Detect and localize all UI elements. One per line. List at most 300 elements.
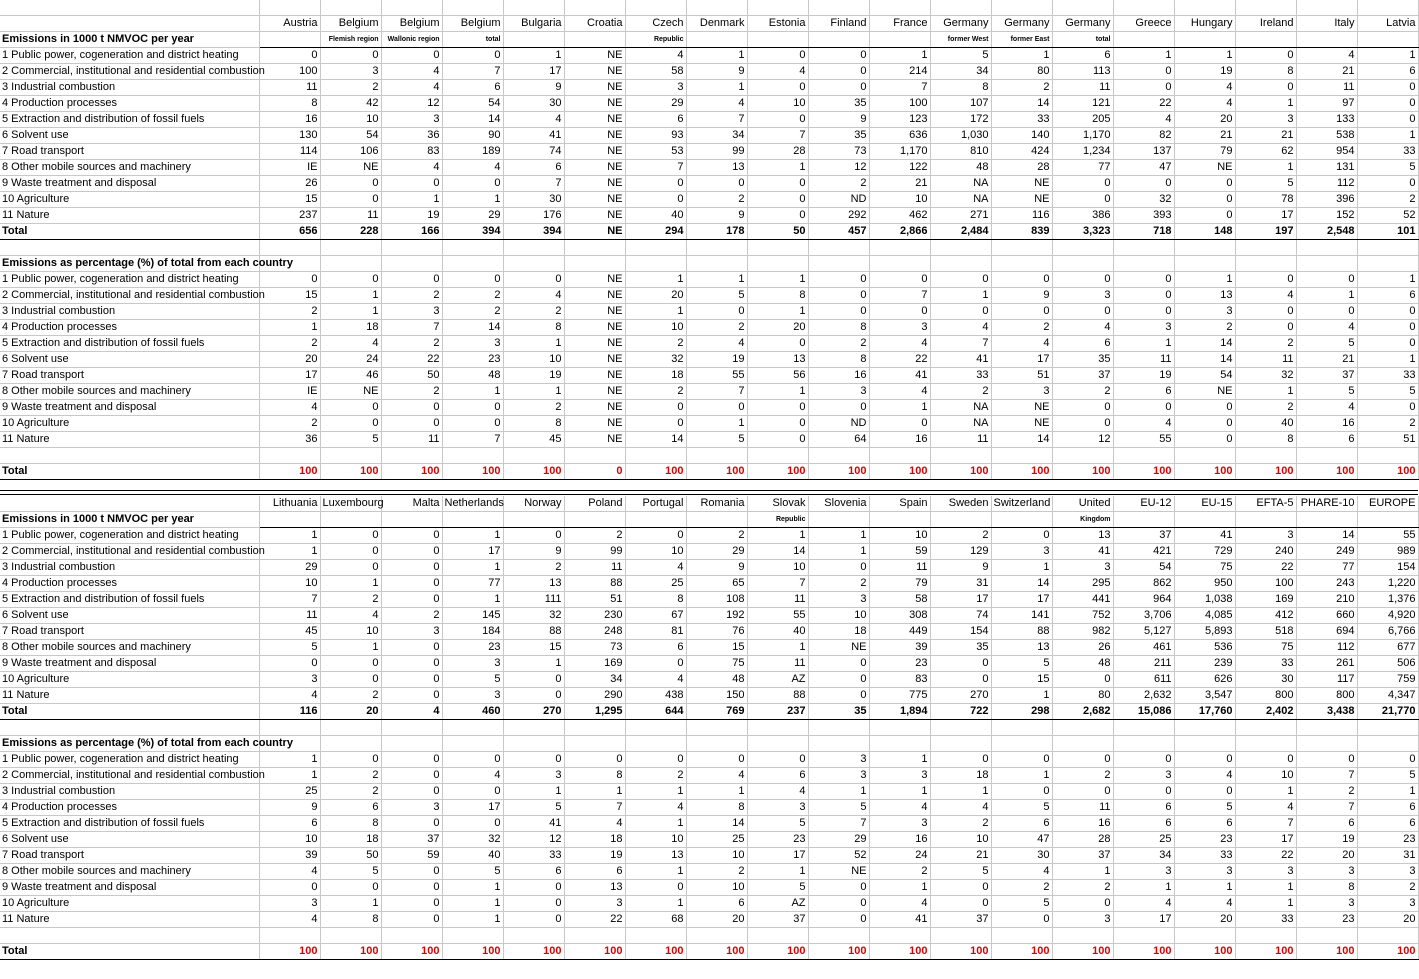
- blank-cell[interactable]: [320, 240, 381, 256]
- emission-value[interactable]: 75: [1235, 640, 1296, 656]
- country-subheader[interactable]: [625, 512, 686, 528]
- percentage-value[interactable]: 1: [930, 288, 991, 304]
- percentage-value[interactable]: 5: [1357, 384, 1418, 400]
- blank-cell[interactable]: [930, 928, 991, 944]
- percentage-value[interactable]: 4: [1113, 896, 1174, 912]
- emission-value[interactable]: 189: [442, 144, 503, 160]
- percentage-value[interactable]: 2: [930, 816, 991, 832]
- emission-value[interactable]: 0: [1052, 176, 1113, 192]
- percentage-value[interactable]: 7: [564, 800, 625, 816]
- emission-value[interactable]: 41: [1052, 544, 1113, 560]
- percentage-total-value[interactable]: 100: [442, 944, 503, 960]
- emission-value[interactable]: 261: [1296, 656, 1357, 672]
- emission-value[interactable]: 2: [991, 80, 1052, 96]
- emission-value[interactable]: 0: [320, 544, 381, 560]
- emission-value[interactable]: 26: [1052, 640, 1113, 656]
- percentage-value[interactable]: 0: [320, 400, 381, 416]
- percentage-value[interactable]: 10: [625, 320, 686, 336]
- percentage-value[interactable]: 5: [1296, 336, 1357, 352]
- country-subheader[interactable]: Republic: [625, 32, 686, 48]
- sector-label[interactable]: 8 Other mobile sources and machinery: [0, 640, 259, 656]
- percentage-value[interactable]: 5: [686, 432, 747, 448]
- blank-cell[interactable]: [0, 240, 259, 256]
- emission-value[interactable]: 88: [564, 576, 625, 592]
- percentage-value[interactable]: 0: [259, 272, 320, 288]
- blank-cell[interactable]: [1174, 0, 1235, 16]
- percentage-value[interactable]: 8: [686, 800, 747, 816]
- section-title[interactable]: Emissions in 1000 t NMVOC per year: [0, 512, 259, 528]
- sector-label[interactable]: 2 Commercial, institutional and residential combustion: [0, 288, 259, 304]
- percentage-value[interactable]: 2: [808, 336, 869, 352]
- percentage-value[interactable]: 4: [625, 800, 686, 816]
- percentage-value[interactable]: 1: [442, 384, 503, 400]
- percentage-value[interactable]: 10: [625, 832, 686, 848]
- emission-value[interactable]: 0: [320, 176, 381, 192]
- sector-label[interactable]: 3 Industrial combustion: [0, 80, 259, 96]
- emission-value[interactable]: 116: [991, 208, 1052, 224]
- percentage-value[interactable]: 37: [747, 912, 808, 928]
- country-header[interactable]: Bulgaria: [503, 16, 564, 32]
- total-value[interactable]: 2,866: [869, 224, 930, 240]
- emission-value[interactable]: 0: [1052, 192, 1113, 208]
- emission-value[interactable]: 19: [1174, 64, 1235, 80]
- emission-value[interactable]: 2: [686, 192, 747, 208]
- country-header[interactable]: Malta: [381, 496, 442, 512]
- emission-value[interactable]: 172: [930, 112, 991, 128]
- percentage-value[interactable]: 1: [1235, 384, 1296, 400]
- blank-cell[interactable]: [869, 448, 930, 464]
- country-header[interactable]: Hungary: [1174, 16, 1235, 32]
- country-subheader[interactable]: [1235, 32, 1296, 48]
- percentage-value[interactable]: 37: [381, 832, 442, 848]
- blank-cell[interactable]: [1052, 448, 1113, 464]
- sector-label[interactable]: 11 Nature: [0, 912, 259, 928]
- emission-value[interactable]: 5,127: [1113, 624, 1174, 640]
- emission-value[interactable]: 1: [259, 544, 320, 560]
- sector-label[interactable]: 2 Commercial, institutional and residential combustion: [0, 544, 259, 560]
- emission-value[interactable]: 7: [259, 592, 320, 608]
- emission-value[interactable]: 108: [686, 592, 747, 608]
- blank-cell[interactable]: [1113, 240, 1174, 256]
- percentage-value[interactable]: 10: [686, 880, 747, 896]
- percentage-value[interactable]: 19: [1296, 832, 1357, 848]
- percentage-value[interactable]: 0: [1296, 272, 1357, 288]
- emission-value[interactable]: 800: [1296, 688, 1357, 704]
- percentage-value[interactable]: 0: [503, 896, 564, 912]
- header-blank[interactable]: [0, 16, 259, 32]
- emission-value[interactable]: 271: [930, 208, 991, 224]
- emission-value[interactable]: 3: [1235, 112, 1296, 128]
- percentage-value[interactable]: 4: [1174, 896, 1235, 912]
- percentage-value[interactable]: 0: [869, 304, 930, 320]
- emission-value[interactable]: 41: [1174, 528, 1235, 544]
- percentage-value[interactable]: 1: [686, 416, 747, 432]
- emission-value[interactable]: 0: [747, 192, 808, 208]
- blank-cell[interactable]: [1174, 720, 1235, 736]
- emission-value[interactable]: 4: [1113, 112, 1174, 128]
- emission-value[interactable]: 11: [259, 608, 320, 624]
- total-value[interactable]: 4: [381, 704, 442, 720]
- percentage-value[interactable]: 0: [686, 304, 747, 320]
- country-subheader[interactable]: total: [1052, 32, 1113, 48]
- emission-value[interactable]: 421: [1113, 544, 1174, 560]
- percentage-total-value[interactable]: 100: [1357, 464, 1418, 480]
- blank-cell[interactable]: [625, 720, 686, 736]
- emission-value[interactable]: 4: [259, 688, 320, 704]
- country-header[interactable]: EU-12: [1113, 496, 1174, 512]
- blank-cell[interactable]: [747, 256, 808, 272]
- emission-value[interactable]: 249: [1296, 544, 1357, 560]
- emission-value[interactable]: NE: [564, 192, 625, 208]
- percentage-value[interactable]: 2: [1357, 880, 1418, 896]
- percentage-value[interactable]: 3: [1296, 864, 1357, 880]
- percentage-value[interactable]: 0: [564, 752, 625, 768]
- emission-value[interactable]: 412: [1235, 608, 1296, 624]
- emission-value[interactable]: 7: [442, 64, 503, 80]
- emission-value[interactable]: NE: [564, 48, 625, 64]
- percentage-value[interactable]: 20: [1296, 848, 1357, 864]
- emission-value[interactable]: 9: [503, 80, 564, 96]
- emission-value[interactable]: 30: [1235, 672, 1296, 688]
- emission-value[interactable]: 0: [381, 576, 442, 592]
- blank-cell[interactable]: [320, 928, 381, 944]
- emission-value[interactable]: 33: [1235, 656, 1296, 672]
- percentage-value[interactable]: 36: [259, 432, 320, 448]
- emission-value[interactable]: 1: [747, 528, 808, 544]
- percentage-value[interactable]: 0: [991, 784, 1052, 800]
- emission-value[interactable]: 79: [1174, 144, 1235, 160]
- emission-value[interactable]: 1,220: [1357, 576, 1418, 592]
- percentage-value[interactable]: 20: [259, 352, 320, 368]
- blank-cell[interactable]: [1052, 928, 1113, 944]
- emission-value[interactable]: 3: [991, 544, 1052, 560]
- percentage-value[interactable]: ND: [808, 416, 869, 432]
- percentage-value[interactable]: 19: [1113, 368, 1174, 384]
- emission-value[interactable]: 11: [259, 80, 320, 96]
- percentage-value[interactable]: 0: [503, 272, 564, 288]
- emission-value[interactable]: 133: [1296, 112, 1357, 128]
- percentage-value[interactable]: 0: [1174, 432, 1235, 448]
- percentage-value[interactable]: 33: [1174, 848, 1235, 864]
- percentage-value[interactable]: 23: [1296, 912, 1357, 928]
- percentage-value[interactable]: 30: [991, 848, 1052, 864]
- percentage-value[interactable]: 0: [1174, 784, 1235, 800]
- country-header[interactable]: Denmark: [686, 16, 747, 32]
- percentage-total-value[interactable]: 100: [747, 944, 808, 960]
- emission-value[interactable]: NE: [1174, 160, 1235, 176]
- percentage-value[interactable]: 1: [564, 784, 625, 800]
- country-header[interactable]: Italy: [1296, 16, 1357, 32]
- emission-value[interactable]: 42: [320, 96, 381, 112]
- emission-value[interactable]: 1: [1235, 96, 1296, 112]
- percentage-value[interactable]: 0: [1235, 320, 1296, 336]
- percentage-value[interactable]: 20: [625, 288, 686, 304]
- percentage-value[interactable]: 0: [1052, 304, 1113, 320]
- percentage-value[interactable]: 0: [1052, 272, 1113, 288]
- emission-value[interactable]: 386: [1052, 208, 1113, 224]
- percentage-value[interactable]: 33: [1357, 368, 1418, 384]
- percentage-value[interactable]: 1: [1357, 272, 1418, 288]
- percentage-value[interactable]: 10: [503, 352, 564, 368]
- country-subheader[interactable]: [869, 512, 930, 528]
- blank-cell[interactable]: [1174, 256, 1235, 272]
- emission-value[interactable]: 0: [1113, 80, 1174, 96]
- emission-value[interactable]: 1: [442, 192, 503, 208]
- percentage-total-value[interactable]: 100: [869, 944, 930, 960]
- percentage-value[interactable]: 3: [1052, 288, 1113, 304]
- country-header[interactable]: Lithuania: [259, 496, 320, 512]
- emission-value[interactable]: 6,766: [1357, 624, 1418, 640]
- emission-value[interactable]: 14: [747, 544, 808, 560]
- blank-cell[interactable]: [0, 720, 259, 736]
- blank-cell[interactable]: [1296, 0, 1357, 16]
- percentage-value[interactable]: 1: [747, 272, 808, 288]
- sector-label[interactable]: 1 Public power, cogeneration and district heating: [0, 528, 259, 544]
- sector-label[interactable]: 6 Solvent use: [0, 608, 259, 624]
- percentage-value[interactable]: 11: [1052, 800, 1113, 816]
- percentage-value[interactable]: 25: [259, 784, 320, 800]
- percentage-value[interactable]: 1: [991, 768, 1052, 784]
- percentage-value[interactable]: 2: [991, 880, 1052, 896]
- sector-label[interactable]: 11 Nature: [0, 688, 259, 704]
- percentage-total-value[interactable]: 100: [1052, 944, 1113, 960]
- sector-label[interactable]: 8 Other mobile sources and machinery: [0, 384, 259, 400]
- emission-value[interactable]: 40: [747, 624, 808, 640]
- emission-value[interactable]: 73: [564, 640, 625, 656]
- percentage-value[interactable]: 37: [1052, 848, 1113, 864]
- country-header[interactable]: Finland: [808, 16, 869, 32]
- percentage-value[interactable]: 2: [259, 336, 320, 352]
- blank-cell[interactable]: [747, 448, 808, 464]
- emission-value[interactable]: 1,038: [1174, 592, 1235, 608]
- percentage-value[interactable]: NE: [564, 336, 625, 352]
- percentage-value[interactable]: 24: [320, 352, 381, 368]
- percentage-value[interactable]: 2: [625, 384, 686, 400]
- percentage-value[interactable]: 0: [1357, 336, 1418, 352]
- percentage-value[interactable]: 6: [1174, 816, 1235, 832]
- blank-cell[interactable]: [503, 256, 564, 272]
- emission-value[interactable]: 22: [1235, 560, 1296, 576]
- percentage-total-value[interactable]: 100: [1113, 464, 1174, 480]
- country-header[interactable]: Poland: [564, 496, 625, 512]
- percentage-total-value[interactable]: 100: [625, 464, 686, 480]
- percentage-value[interactable]: 10: [930, 832, 991, 848]
- percentage-value[interactable]: 5: [1296, 384, 1357, 400]
- emission-value[interactable]: 7: [747, 128, 808, 144]
- percentage-value[interactable]: 2: [259, 416, 320, 432]
- percentage-value[interactable]: 16: [869, 432, 930, 448]
- sector-label[interactable]: 11 Nature: [0, 208, 259, 224]
- percentage-value[interactable]: 0: [381, 880, 442, 896]
- emission-value[interactable]: 192: [686, 608, 747, 624]
- emission-value[interactable]: 8: [259, 96, 320, 112]
- percentage-value[interactable]: 5: [686, 288, 747, 304]
- percentage-value[interactable]: 5: [991, 800, 1052, 816]
- emission-value[interactable]: 10: [869, 528, 930, 544]
- percentage-value[interactable]: 0: [381, 400, 442, 416]
- country-subheader[interactable]: [1296, 32, 1357, 48]
- percentage-value[interactable]: 7: [686, 384, 747, 400]
- emission-value[interactable]: 1: [1113, 48, 1174, 64]
- emission-value[interactable]: 15: [686, 640, 747, 656]
- emission-value[interactable]: 74: [930, 608, 991, 624]
- percentage-value[interactable]: 41: [930, 352, 991, 368]
- percentage-value[interactable]: 0: [747, 400, 808, 416]
- percentage-value[interactable]: 1: [1357, 352, 1418, 368]
- emission-value[interactable]: 21: [1296, 64, 1357, 80]
- emission-value[interactable]: 0: [320, 672, 381, 688]
- country-subheader[interactable]: [686, 32, 747, 48]
- emission-value[interactable]: 0: [1357, 176, 1418, 192]
- percentage-value[interactable]: 2: [1296, 784, 1357, 800]
- percentage-value[interactable]: 3: [1113, 768, 1174, 784]
- blank-cell[interactable]: [564, 448, 625, 464]
- emission-value[interactable]: 19: [381, 208, 442, 224]
- blank-cell[interactable]: [686, 736, 747, 752]
- blank-cell[interactable]: [869, 256, 930, 272]
- percentage-value[interactable]: 1: [1296, 288, 1357, 304]
- percentage-value[interactable]: 7: [381, 320, 442, 336]
- emission-value[interactable]: 11: [320, 208, 381, 224]
- percentage-value[interactable]: 2: [320, 784, 381, 800]
- percentage-value[interactable]: NE: [991, 416, 1052, 432]
- emission-value[interactable]: 10: [625, 544, 686, 560]
- percentage-value[interactable]: 3: [1174, 304, 1235, 320]
- sector-label[interactable]: 5 Extraction and distribution of fossil fuels: [0, 816, 259, 832]
- percentage-value[interactable]: 17: [259, 368, 320, 384]
- emission-value[interactable]: 53: [625, 144, 686, 160]
- percentage-value[interactable]: 0: [1357, 304, 1418, 320]
- emission-value[interactable]: 449: [869, 624, 930, 640]
- percentage-value[interactable]: 13: [1174, 288, 1235, 304]
- percentage-value[interactable]: 0: [381, 752, 442, 768]
- percentage-value[interactable]: 0: [808, 400, 869, 416]
- blank-cell[interactable]: [869, 720, 930, 736]
- emission-value[interactable]: 184: [442, 624, 503, 640]
- percentage-value[interactable]: 6: [1113, 800, 1174, 816]
- percentage-value[interactable]: 0: [259, 880, 320, 896]
- percentage-value[interactable]: 0: [503, 912, 564, 928]
- percentage-value[interactable]: 4: [259, 912, 320, 928]
- country-subheader[interactable]: [1357, 32, 1418, 48]
- blank-cell[interactable]: [930, 256, 991, 272]
- country-subheader[interactable]: Flemish region: [320, 32, 381, 48]
- blank-cell[interactable]: [808, 256, 869, 272]
- blank-cell[interactable]: [747, 736, 808, 752]
- emission-value[interactable]: 48: [930, 160, 991, 176]
- blank-cell[interactable]: [503, 0, 564, 16]
- emission-value[interactable]: 0: [747, 208, 808, 224]
- emission-value[interactable]: 29: [259, 560, 320, 576]
- percentage-value[interactable]: 6: [1357, 288, 1418, 304]
- percentage-value[interactable]: 1: [1174, 272, 1235, 288]
- percentage-value[interactable]: 31: [1357, 848, 1418, 864]
- percentage-value[interactable]: 32: [1235, 368, 1296, 384]
- percentage-value[interactable]: 6: [564, 864, 625, 880]
- blank-cell[interactable]: [1357, 736, 1418, 752]
- emission-value[interactable]: 230: [564, 608, 625, 624]
- blank-cell[interactable]: [991, 720, 1052, 736]
- country-header[interactable]: Belgium: [442, 16, 503, 32]
- section-title[interactable]: Emissions as percentage (%) of total from each country: [0, 736, 259, 752]
- emission-value[interactable]: 8: [1235, 64, 1296, 80]
- percentage-value[interactable]: 18: [625, 368, 686, 384]
- emission-value[interactable]: 54: [320, 128, 381, 144]
- emission-value[interactable]: 7: [625, 160, 686, 176]
- emission-value[interactable]: 29: [625, 96, 686, 112]
- emission-value[interactable]: 0: [442, 48, 503, 64]
- emission-value[interactable]: 4,920: [1357, 608, 1418, 624]
- percentage-value[interactable]: 55: [686, 368, 747, 384]
- percentage-total-value[interactable]: 100: [259, 464, 320, 480]
- percentage-total-value[interactable]: 100: [930, 464, 991, 480]
- emission-value[interactable]: 73: [808, 144, 869, 160]
- percentage-value[interactable]: 1: [442, 880, 503, 896]
- emission-value[interactable]: 17: [1235, 208, 1296, 224]
- country-subheader[interactable]: [1174, 32, 1235, 48]
- percentage-value[interactable]: 14: [1174, 336, 1235, 352]
- emission-value[interactable]: 28: [747, 144, 808, 160]
- blank-cell[interactable]: [686, 0, 747, 16]
- blank-cell[interactable]: [259, 928, 320, 944]
- emission-value[interactable]: 1,170: [1052, 128, 1113, 144]
- percentage-value[interactable]: 1: [930, 784, 991, 800]
- country-subheader[interactable]: [1174, 512, 1235, 528]
- emission-value[interactable]: IE: [259, 160, 320, 176]
- percentage-value[interactable]: 7: [808, 816, 869, 832]
- percentage-value[interactable]: 0: [1113, 288, 1174, 304]
- percentage-value[interactable]: 22: [381, 352, 442, 368]
- percentage-value[interactable]: 2: [625, 336, 686, 352]
- emission-value[interactable]: 130: [259, 128, 320, 144]
- emission-value[interactable]: 17: [503, 64, 564, 80]
- percentage-value[interactable]: NE: [564, 400, 625, 416]
- percentage-total-value[interactable]: 100: [320, 944, 381, 960]
- blank-cell[interactable]: [991, 0, 1052, 16]
- percentage-value[interactable]: 1: [625, 784, 686, 800]
- emission-value[interactable]: 1: [808, 528, 869, 544]
- blank-cell[interactable]: [747, 720, 808, 736]
- percentage-value[interactable]: 51: [1357, 432, 1418, 448]
- percentage-value[interactable]: 1: [1113, 336, 1174, 352]
- blank-cell[interactable]: [503, 736, 564, 752]
- country-header[interactable]: Spain: [869, 496, 930, 512]
- percentage-value[interactable]: 3: [381, 800, 442, 816]
- emission-value[interactable]: 13: [503, 576, 564, 592]
- percentage-value[interactable]: NE: [564, 416, 625, 432]
- country-header[interactable]: Germany: [930, 16, 991, 32]
- emission-value[interactable]: 660: [1296, 608, 1357, 624]
- percentage-value[interactable]: 54: [1174, 368, 1235, 384]
- emission-value[interactable]: 239: [1174, 656, 1235, 672]
- percentage-value[interactable]: 59: [381, 848, 442, 864]
- emission-value[interactable]: 1: [1174, 48, 1235, 64]
- percentage-value[interactable]: 23: [747, 832, 808, 848]
- blank-cell[interactable]: [442, 240, 503, 256]
- emission-value[interactable]: 4: [686, 96, 747, 112]
- total-value[interactable]: 20: [320, 704, 381, 720]
- percentage-value[interactable]: 4: [442, 768, 503, 784]
- percentage-total-value[interactable]: 100: [564, 944, 625, 960]
- emission-value[interactable]: 145: [442, 608, 503, 624]
- emission-value[interactable]: 1: [686, 80, 747, 96]
- emission-value[interactable]: 0: [381, 688, 442, 704]
- emission-value[interactable]: 11: [869, 560, 930, 576]
- emission-value[interactable]: 30: [503, 192, 564, 208]
- percentage-value[interactable]: 8: [747, 288, 808, 304]
- blank-cell[interactable]: [686, 256, 747, 272]
- emission-value[interactable]: 32: [1113, 192, 1174, 208]
